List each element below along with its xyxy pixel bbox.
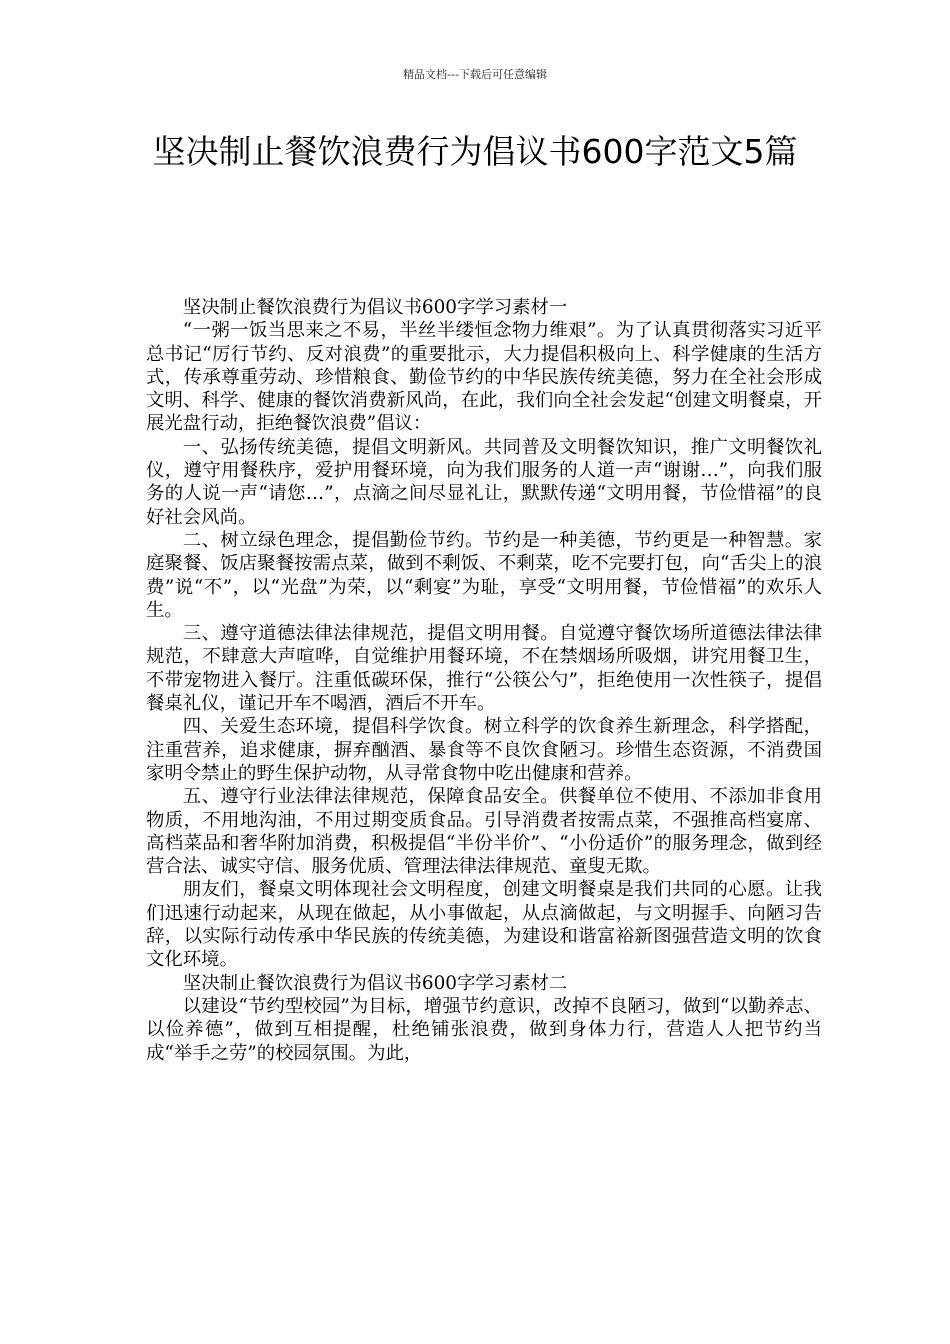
section-heading-2: 坚决制止餐饮浪费行为倡议书600字学习素材二 <box>182 972 568 994</box>
paragraph: 五、遵守行业法律法律规范，保障食品安全。供餐单位不使用、不添加非食用物质，不用地沟油，不用过期变质食品。引导消费者按需点菜，不强推高档宴席、高档菜品和奢华附加消费，积极提倡“半份半价”、“小份适价”的服务理念，做到经营合法、诚实守信、服务优质、管理法律法律规范、童叟无欺。 <box>146 786 822 878</box>
document-body <box>146 296 822 1065</box>
section-heading-1: 坚决制止餐饮浪费行为倡议书600字学习素材一 <box>182 297 568 318</box>
paragraph: 一、弘扬传统美德，提倡文明新风。共同普及文明餐饮知识，推广文明餐饮礼仪，遵守用餐秩序，爱护用餐环境，向为我们服务的人道一声“谢谢…”，向我们服务的人说一声“请您…”，点滴之间尽显礼让，默默传递“文明用餐，节俭惜福”的良好社会风尚。 <box>146 436 822 528</box>
paragraph: “一粥一饭当思来之不易，半丝半缕恒念物力维艰”。为了认真贯彻落实习近平总书记“厉行节约、反对浪费”的重要批示，大力提倡积极向上、科学健康的生活方式，传承尊重劳动、珍惜粮食、勤俭节约的中华民族传统美德，努力在全社会形成文明、科学、健康的餐饮消费新风尚，在此，我们向全社会发起“创建文明餐桌，开展光盘行动，拒绝餐饮浪费”倡议： <box>146 320 822 435</box>
paragraph: 朋友们，餐桌文明体现社会文明程度，创建文明餐桌是我们共同的心愿。让我们迅速行动起来，从现在做起，从小事做起，从点滴做起，与文明握手、向陋习告辞，以实际行动传承中华民族的传统美德，为建设和谐富裕新图强营造文明的饮食文化环境。 <box>146 879 822 971</box>
paragraph: 三、遵守道德法律法律规范，提倡文明用餐。自觉遵守餐饮场所道德法律法律规范，不肆意大声喧哗，自觉维护用餐环境，不在禁烟场所吸烟，讲究用餐卫生，不带宠物进入餐厅。注重低碳环保，推行“公筷公勺”，拒绝使用一次性筷子，提倡餐桌礼仪，谨记开车不喝酒，酒后不开车。 <box>146 623 822 715</box>
paragraph: 以建设“节约型校园”为目标，增强节约意识，改掉不良陋习，做到“以勤养志、以俭养德”，做到互相提醒，杜绝铺张浪费，做到身体力行，营造人人把节约当成“举手之劳”的校园氛围。为此， <box>146 995 822 1064</box>
paragraph: 二、树立绿色理念，提倡勤俭节约。节约是一种美德，节约更是一种智慧。家庭聚餐、饭店聚餐按需点菜，做到不剩饭、不剩菜，吃不完要打包，向“舌尖上的浪费”说“不”，以“光盘”为荣，以“剩宴”为耻，享受“文明用餐，节俭惜福”的欢乐人生。 <box>146 529 822 621</box>
document-title: 坚决制止餐饮浪费行为倡议书600字范文5篇 <box>152 132 798 171</box>
paragraph: 四、关爱生态环境，提倡科学饮食。树立科学的饮食养生新理念，科学搭配，注重营养，追求健康，摒弃酗酒、暴食等不良饮食陋习。珍惜生态资源，不消费国家明令禁止的野生保护动物，从寻常食物中吃出健康和营养。 <box>146 716 822 784</box>
header-note: 精品文档---下载后可任意编辑 <box>403 68 547 81</box>
